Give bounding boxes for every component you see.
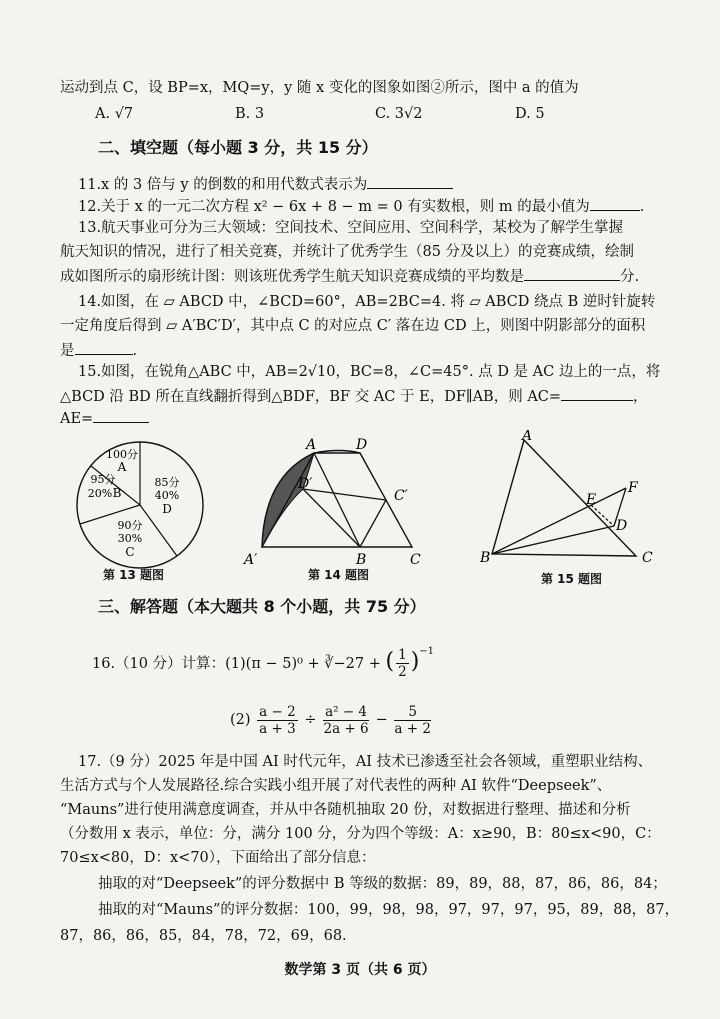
q11-text: 11.x 的 3 倍与 y 的倒数的和用代数式表示为 <box>78 177 368 193</box>
fig14-caption: 第 14 题图 <box>308 568 370 582</box>
q14-line2: 一定角度后得到 ▱ A′BC′D′，其中点 C 的对应点 C′ 落在边 CD 上，则图中阴影部分的面积 <box>60 318 646 334</box>
q17-line6: 抽取的对“Deepseek”的评分数据中 B 等级的数据：89，89，88，87，86，86，84； <box>98 876 667 892</box>
q15-blank-ac <box>561 386 633 401</box>
q13-line2: 航天知识的情况，进行了相关竞赛，并统计了优秀学生（85 分及以上）的竞赛成绩，绘制 <box>60 244 635 260</box>
fraction-1 <box>257 704 298 737</box>
q10-option-b: B. 3 <box>235 106 265 122</box>
fig13-pie-chart <box>70 435 210 575</box>
q14-line1: 14.如图，在 ▱ ABCD 中，∠BCD=60°，AB=2BC=4. 将 ▱ ABCD 绕点 B 逆时针旋转 <box>78 294 656 310</box>
q17-line7: 抽取的对“Mauns”的评分数据：100，99，98，98，97，97，97，95，89，88，87， <box>98 902 680 918</box>
segment-ab <box>314 453 360 547</box>
fig15-diagram <box>476 430 666 570</box>
label-a: A <box>306 437 317 453</box>
fraction-3 <box>394 704 431 737</box>
q15-line1: 15.如图，在锐角△ABC 中，AB=2√10，BC=8，∠C=45°. 点 D 是 AC 边上的一点，将 <box>78 364 661 380</box>
q15-line3 <box>60 408 668 429</box>
label-c: C <box>410 552 421 568</box>
section3-title: 三、解答题（本大题共 8 个小题，共 75 分） <box>98 597 426 616</box>
fraction-1-numerator: a − 2 <box>259 703 296 720</box>
q13-end: 分. <box>620 269 640 285</box>
label-a: A <box>522 430 533 444</box>
q17-line5: 70≤x<80，D：x<70），下面给出了部分信息： <box>60 850 376 866</box>
half-denominator: 2 <box>398 664 407 681</box>
q12 <box>78 196 668 217</box>
q16-part1: 16.（10 分）计算：(1)(π − 5)⁰ + ∛−27 + ( $\frac{1}{2}$ )$^{-1}$ <box>92 646 435 681</box>
q17-line8: 87，86，86，85，84，78，72，69，68. <box>60 928 347 944</box>
fraction-3-numerator: 5 <box>394 704 431 721</box>
q12-blank <box>590 196 640 211</box>
slice-b-letter: B <box>112 486 122 500</box>
segment-ed-dashed <box>591 505 614 526</box>
label-c-prime: C′ <box>394 488 408 504</box>
slice-a-grade: 100分 <box>106 448 138 461</box>
label-a-prime: A′ <box>244 552 258 568</box>
slice-c-grade: 90分 <box>117 519 143 532</box>
label-d: D <box>616 518 628 534</box>
q16-exponent: −1 <box>419 646 435 657</box>
q17-line2: 生活方式与个人发展路径.综合实践小组开展了对代表性的两种 AI 软件“Deepseek”、 <box>60 778 612 794</box>
q15-line2 <box>60 386 668 407</box>
q14-end: . <box>132 343 138 359</box>
q10-option-d: D. 5 <box>515 106 545 122</box>
q17-line1: 17.（9 分）2025 年是中国 AI 时代元年，AI 技术已渗透至社会各领域，重塑职业结构、 <box>78 754 653 770</box>
q16-prefix: 16.（10 分）计算：(1) <box>92 655 246 672</box>
q13-line3 <box>60 266 668 287</box>
q10-option-c: C. 3√2 <box>375 106 423 122</box>
fraction-1-denominator: a + 3 <box>259 720 296 737</box>
q15-ae-label: AE= <box>60 411 94 427</box>
q14-text: 是 <box>60 343 75 359</box>
slice-b-pct: 20% <box>87 487 113 500</box>
segment-bd-prime <box>303 489 360 547</box>
divide-operator: ÷ <box>304 712 317 728</box>
slice-d-pct: 40% <box>154 489 180 502</box>
slice-d-grade: 85分 <box>154 476 180 489</box>
label-b: B <box>356 552 367 568</box>
slice-b-grade: 95分 <box>90 473 116 486</box>
q10-option-a: A. √7 <box>95 106 134 122</box>
q11 <box>78 174 668 195</box>
slice-a-letter: A <box>117 460 127 474</box>
label-d: D <box>356 437 368 453</box>
half-numerator: 1 <box>398 647 407 664</box>
slice-c-pct: 30% <box>117 532 143 545</box>
q13-text: 成如图所示的扇形统计图：则该班优秀学生航天知识竞赛成绩的平均数是 <box>60 269 524 285</box>
fig13-caption: 第 13 题图 <box>103 568 165 582</box>
q12-text: 12.关于 x 的一元二次方程 x² − 6x + 8 − m = 0 有实数根，则 m 的最小值为 <box>78 199 590 215</box>
label-c: C <box>642 550 653 566</box>
fig14-diagram <box>238 436 438 568</box>
half-fraction <box>396 647 409 680</box>
label-d-prime: D′ <box>298 476 313 492</box>
q14-line3 <box>60 340 668 361</box>
q13-blank <box>524 266 620 281</box>
label-b: B <box>480 550 491 566</box>
slice-d-letter: D <box>162 502 172 516</box>
section2-title: 二、填空题（每小题 3 分，共 15 分） <box>98 138 378 157</box>
label-e: E <box>586 492 597 508</box>
q15-comma: ， <box>633 389 648 405</box>
segment-bf <box>492 488 626 554</box>
slice-c-letter: C <box>125 545 135 559</box>
q10-tail: 运动到点 C，设 BP=x，MQ=y，y 随 x 变化的图象如图②所示，图中 a 的值为 <box>60 80 579 96</box>
q16-part2 <box>230 700 668 740</box>
fraction-2-numerator: a² − 4 <box>325 703 368 720</box>
q15-text: △BCD 沿 BD 所在直线翻折得到△BDF，BF 交 AC 于 E，DF∥AB，则 AC= <box>60 389 562 405</box>
fraction-3-denominator: a + 2 <box>394 720 431 737</box>
q15-blank-ae <box>93 408 149 423</box>
q16-expr: (π − 5)⁰ + ∛−27 + <box>245 655 381 672</box>
q14-blank <box>75 340 133 355</box>
segment-bd <box>492 526 614 554</box>
fraction-2-denominator: 2a + 6 <box>323 720 369 737</box>
fraction-2 <box>323 704 369 737</box>
segment-bc-prime <box>360 500 386 547</box>
segment-d-prime-c-prime <box>303 489 386 500</box>
q16-part2-prefix: (2) <box>230 712 251 728</box>
minus-operator: − <box>375 712 388 728</box>
label-f: F <box>628 480 638 496</box>
q12-end: . <box>639 199 645 215</box>
q17-line3: “Mauns”进行使用满意度调查，并从中各随机抽取 20 份，对数据进行整理、描述和分析 <box>60 802 631 818</box>
q17-line4: （分数用 x 表示，单位：分，满分 100 分，分为四个等级：A：x≥90，B：80≤x<90，C： <box>60 826 661 842</box>
fig15-caption: 第 15 题图 <box>541 572 603 586</box>
q11-blank <box>367 174 453 189</box>
q10-options <box>95 106 655 122</box>
page-footer: 数学第 3 页（共 6 页） <box>284 962 436 978</box>
triangle-abc <box>492 440 636 556</box>
q13-line1: 13.航天事业可分为三大领域：空间技术、空间应用、空间科学，某校为了解学生掌握 <box>78 220 624 236</box>
